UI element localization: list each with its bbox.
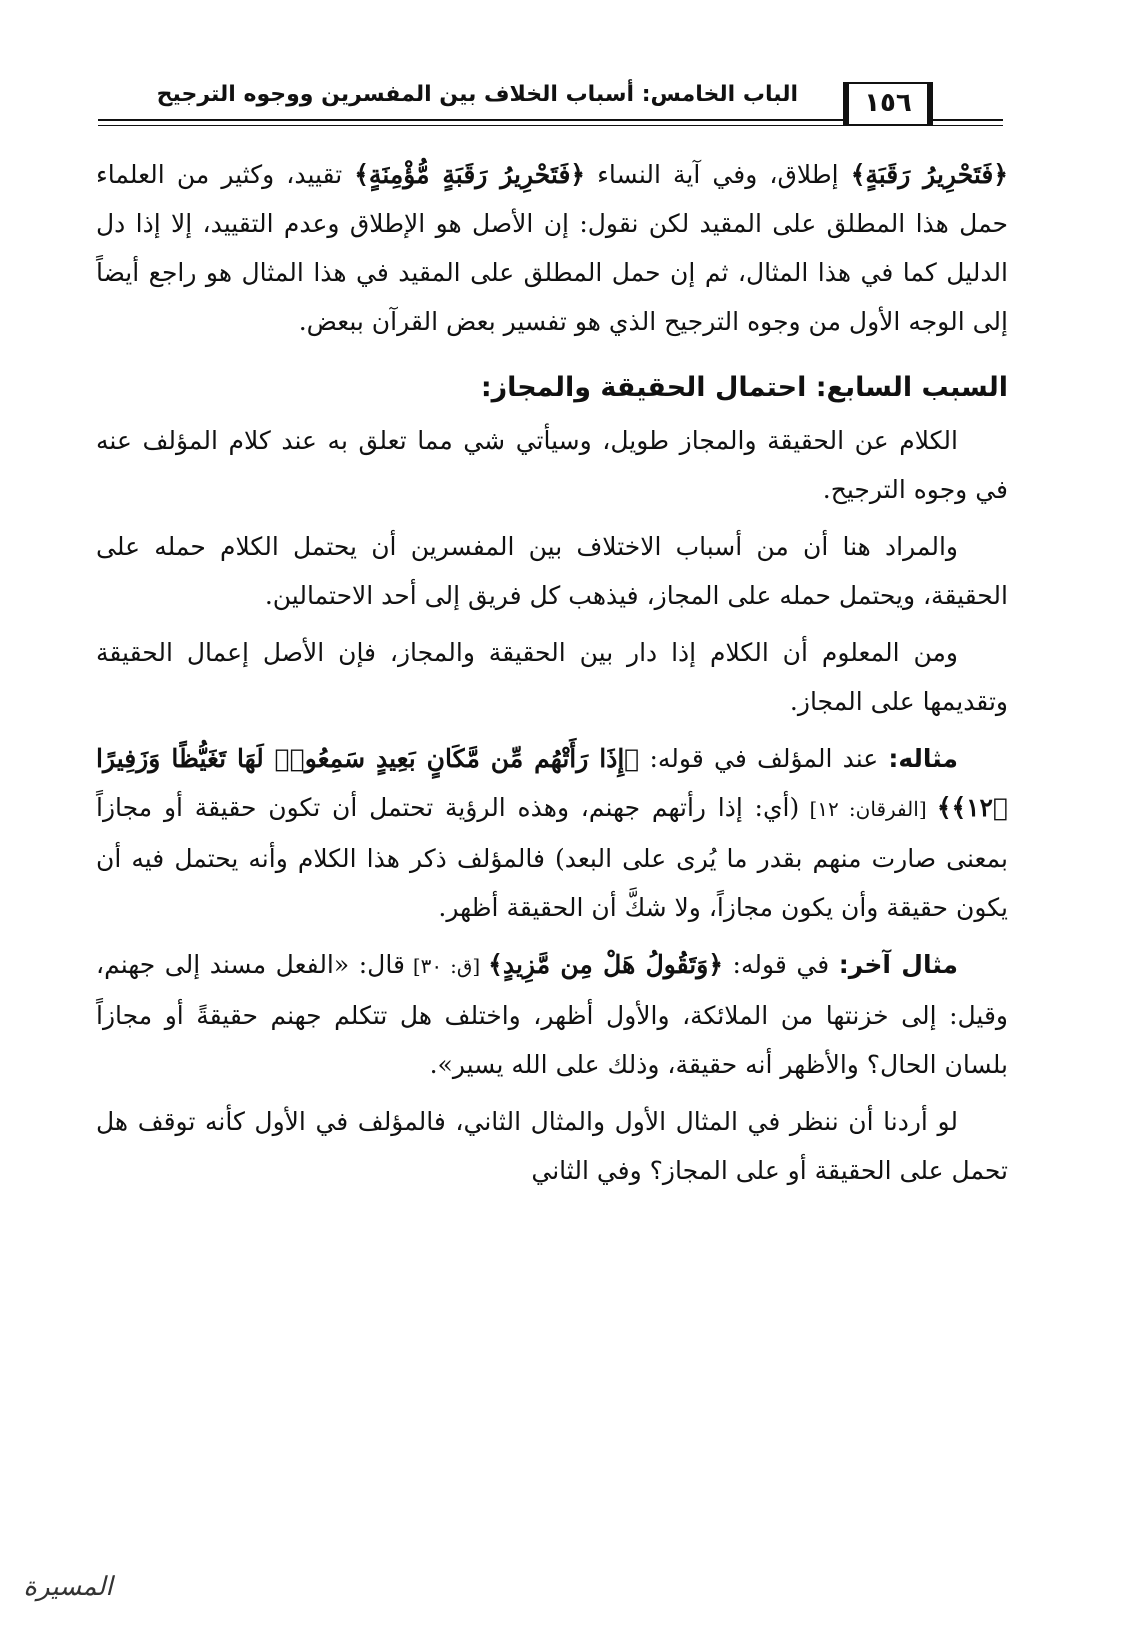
quran-verse: ﴿فَتَحْرِيرُ رَقَبَةٍ مُّؤْمِنَةٍ﴾	[354, 160, 586, 189]
page-header	[98, 76, 1003, 132]
running-title: الباب الخامس: أسباب الخلاف بين المفسرين ووجوه الترجيح	[156, 82, 798, 107]
paragraph-meaning: والمراد هنا أن من أسباب الاختلاف بين المفسرين أن يحتمل الكلام حمله على الحقيقة، ويحتمل حمله على المجاز، فيذهب كل فريق إلى أحد الاحتمالين.	[96, 532, 1008, 610]
text-run: إطلاق، وفي آية النساء	[585, 160, 851, 189]
text-run: (أي: إذا رأتهم جهنم، وهذه الرؤية تحتمل أن تكون حقيقة أو مجازاً بمعنى صارت منهم بقدر ما يُرى على البعد) فالمؤلف ذكر هذا الكلام وأنه يحتمل فيه أن يكون حقيقة وأن يكون مجازاً، ولا شكَّ أن الحقيقة أظهر.	[96, 793, 1008, 922]
paragraph-example-1	[96, 734, 1008, 932]
publisher-watermark: المسيرة	[23, 1572, 113, 1602]
paragraph-principle: ومن المعلوم أن الكلام إذا دار بين الحقيقة والمجاز، فإن الأصل إعمال الحقيقة وتقديمها على المجاز.	[96, 638, 1008, 716]
paragraph-intro: الكلام عن الحقيقة والمجاز طويل، وسيأتي شي مما تعلق به عند كلام المؤلف عنه في وجوه الترجيح.	[96, 426, 1008, 504]
section-heading: السبب السابع: احتمال الحقيقة والمجاز:	[480, 372, 1008, 403]
quran-verse: ﴿إِذَا رَأَتْهُم مِّن مَّكَانٍ بَعِيدٍ سَمِعُوا۟ لَهَا تَغَيُّظًا وَزَفِيرًا ﴿١٢﴾﴾	[96, 744, 1008, 822]
paragraph-restriction	[96, 150, 1008, 346]
main-text	[96, 150, 1008, 1195]
quran-verse: ﴿وَتَقُولُ هَلْ مِن مَّزِيدٍ﴾	[488, 950, 723, 979]
example-lead: مثال آخر:	[838, 950, 959, 979]
text-run: في قوله:	[723, 950, 839, 979]
verse-reference: [الفرقان: ١٢]	[799, 797, 937, 821]
paragraph-comparison: لو أردنا أن ننظر في المثال الأول والمثال الثاني، فالمؤلف في الأول كأنه توقف هل تحمل على الحقيقة أو على المجاز؟ وفي الثاني	[96, 1107, 1008, 1185]
page-number: ١٥٦	[843, 82, 933, 126]
quran-verse: ﴿فَتَحْرِيرُ رَقَبَةٍ﴾	[850, 160, 1008, 189]
paragraph-example-2	[96, 940, 1008, 1089]
verse-reference: [ق: ٣٠]	[404, 954, 489, 978]
text-run: قال: «الفعل مسند إلى جهنم، وقيل: إلى خزنتها من الملائكة، والأول أظهر، واختلف هل تتكلم جهنم حقيقةً أو مجازاً بلسان الحال؟ والأظهر أنه حقيقة، وذلك على الله يسير».	[96, 950, 1008, 1079]
text-run: تقييد، وكثير من العلماء حمل هذا المطلق على المقيد لكن نقول: إن الأصل هو الإطلاق وعدم التقييد، إلا إذا دل الدليل كما في هذا المثال، ثم إن حمل المطلق على المقيد في هذا المثال هو راجع أيضاً إلى الوجه الأول من وجوه الترجيح الذي هو تفسير بعض القرآن ببعض.	[96, 160, 1008, 336]
example-lead: مثاله:	[888, 744, 958, 773]
text-run: عند المؤلف في قوله:	[639, 744, 889, 773]
